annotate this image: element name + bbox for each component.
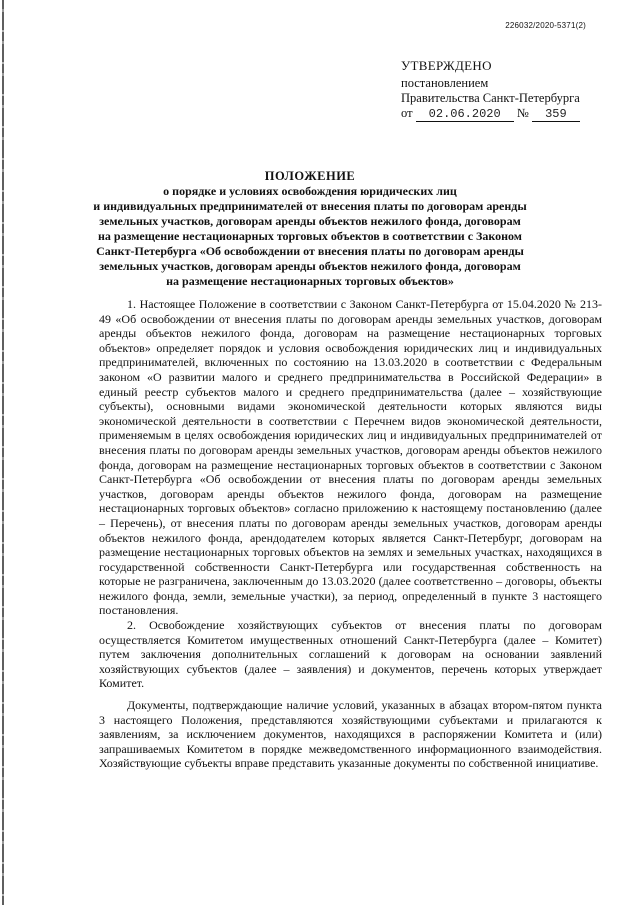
- approval-line-2: Правительства Санкт-Петербурга: [401, 91, 580, 105]
- title-line: на размещение нестационарных торговых объектов в соответствии с Законом: [98, 229, 522, 243]
- title-line: о порядке и условиях освобождения юридических лиц: [163, 184, 457, 198]
- document-code: 226032/2020-5371(2): [505, 21, 586, 30]
- paragraph-3: Документы, подтверждающие наличие условий, указанных в абзацах втором-пятом пункта 3 настоящего Положения, представляются хозяйствующими субъектами и прилагаются к заявлениям, за исключением документов, находящихся в распоряжении Комитета и (или) запрашиваемых Комитетом в порядке межведомственного информационного взаимодействия. Хозяйствующие субъекты вправе представить указанные документы по собственной инициативе.: [99, 698, 602, 771]
- document-body: [99, 297, 602, 771]
- paragraph-1: 1. Настоящее Положение в соответствии с Законом Санкт-Петербурга от 15.04.2020 № 213-49 «Об освобождении от внесения платы по договорам аренды земельных участков, договорам аренды объектов нежилого фонда, договорам на размещение нестационарных торговых объектов» определяет порядок и условия освобождения юридических лиц и индивидуальных предпринимателей, включенных по состоянию на 13.03.2020 в соответствии с Федеральным законом «О развитии малого и среднего предпринимательства в Российской Федерации» в единый реестр субъектов малого и среднего предпринимательства (далее – хозяйствующие субъекты), основными видами экономической деятельности которых являются виды экономической деятельности в соответствии с Перечнем видов экономической деятельности, применяемым в целях освобождения юридических лиц и индивидуальных предпринимателей от внесения платы по договорам аренды земельных участков, договорам аренды объектов нежилого фонда, договорам на размещение нестационарных торговых объектов в соответствии с Законом Санкт-Петербурга «Об освобождении от внесения платы по договорам аренды земельных участков, договорам аренды объектов нежилого фонда, договорам на размещение нестационарных торговых объектов» согласно приложению к настоящему постановлению (далее – Перечень), от внесения платы по договорам аренды земельных участков, договорам аренды объектов нежилого фонда, арендодателем которых является Санкт-Петербург, договорам на размещение нестационарных торговых объектов на землях и земельных участках, находящихся в государственной собственности Санкт-Петербурга или государственная собственность на которые не разграничена, заключенным до 13.03.2020 (далее соответственно – договоры, объекты нежилого фонда, земли, земельные участки), за период, определенный в пункте 3 настоящего постановления.: [99, 297, 602, 618]
- approval-number: 359: [532, 108, 580, 122]
- approval-block: [401, 58, 601, 122]
- approval-heading: УТВЕРЖДЕНО: [401, 58, 492, 73]
- document-title: [90, 169, 530, 289]
- title-heading: ПОЛОЖЕНИЕ: [264, 169, 356, 183]
- approval-line-1: постановлением: [401, 76, 489, 90]
- scan-binding-edge: [2, 0, 4, 905]
- title-line: на размещение нестационарных торговых объектов»: [166, 274, 454, 288]
- title-line: земельных участков, договорам аренды объектов нежилого фонда, договорам: [99, 214, 521, 228]
- date-prefix: от: [401, 106, 413, 120]
- approval-date-number-row: [401, 106, 601, 122]
- title-line: и индивидуальных предпринимателей от внесения платы по договорам аренды: [93, 199, 527, 213]
- approval-date: 02.06.2020: [416, 108, 514, 122]
- number-sign: №: [516, 106, 529, 120]
- title-line: земельных участков, договорам аренды объектов нежилого фонда, договорам: [99, 259, 521, 273]
- title-line: Санкт-Петербурга «Об освобождении от внесения платы по договорам аренды: [96, 244, 524, 258]
- paragraph-2: 2. Освобождение хозяйствующих субъектов от внесения платы по договорам осуществляется Комитетом имущественных отношений Санкт-Петербурга (далее – Комитет) путем заключения дополнительных соглашений к договорам на основании заявлений хозяйствующих субъектов (далее – заявления) и документов, перечень которых утверждает Комитет.: [99, 618, 602, 691]
